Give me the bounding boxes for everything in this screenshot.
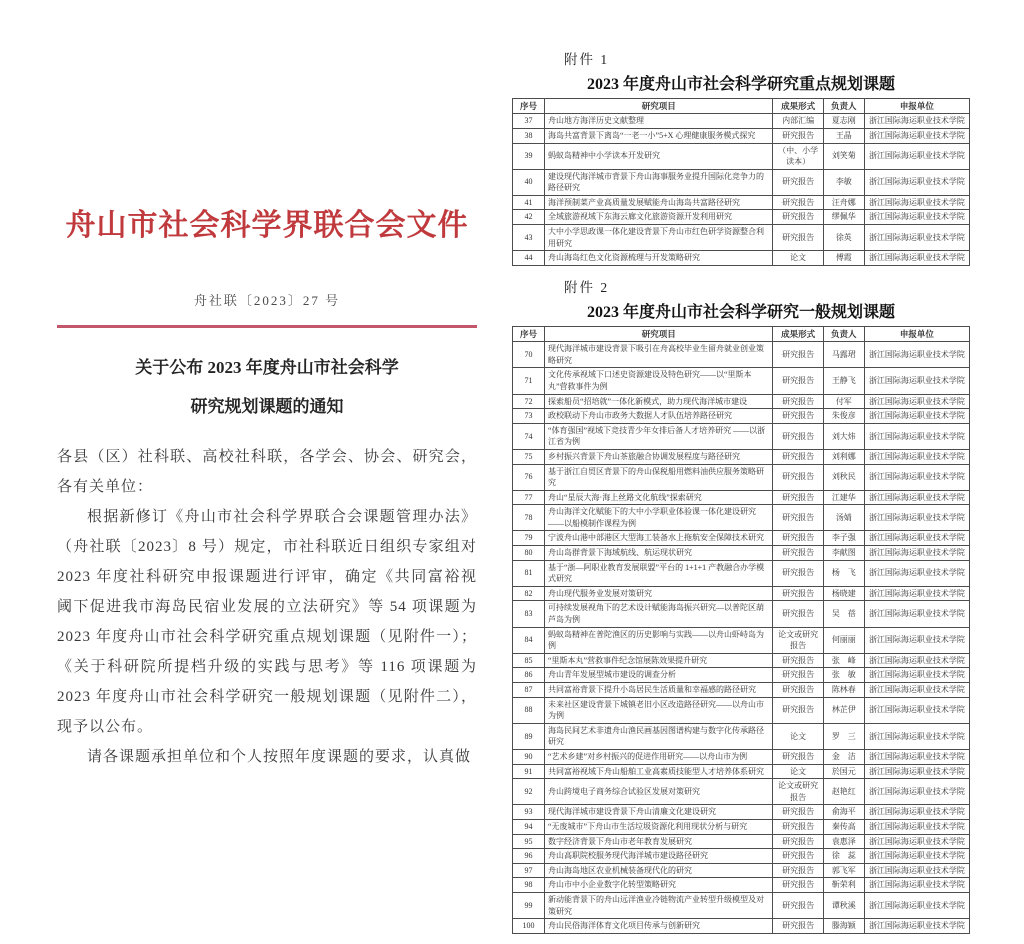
table-cell: 70	[513, 342, 545, 368]
table-cell: 74	[513, 423, 545, 449]
table-cell: 基于浙江自贸区背景下的舟山保税船用燃料油供应服务策略研究	[544, 464, 773, 490]
table-cell: 浙江国际海运职业技术学院	[864, 210, 969, 225]
table-row	[513, 143, 970, 169]
attachment-2-title: 2023 年度舟山市社会科学研究一般规划课题	[586, 303, 895, 321]
table-row	[513, 368, 970, 394]
table-cell: 舟山地方海洋历史文献整理	[544, 114, 773, 129]
table-cell: 浙江国际海运职业技术学院	[864, 225, 969, 251]
table-cell: 王静飞	[823, 368, 864, 394]
official-document-page	[57, 0, 477, 772]
table-row	[513, 892, 970, 918]
table-cell: 研究报告	[773, 169, 823, 195]
column-header: 申报单位	[864, 326, 969, 341]
table-row	[513, 409, 970, 424]
document-number: 舟社联〔2023〕27 号	[193, 293, 341, 308]
table-cell: 论文	[773, 723, 823, 749]
table-cell: 研究报告	[773, 342, 823, 368]
table-cell: 吴 蓓	[823, 601, 864, 627]
table-cell: 90	[513, 749, 545, 764]
table-cell: 43	[513, 225, 545, 251]
table-cell: 72	[513, 394, 545, 409]
table-row	[513, 210, 970, 225]
table-row	[513, 195, 970, 210]
table-cell: 探索船员“招培就”一体化新模式，助力现代海洋城市建设	[544, 394, 773, 409]
table-cell: 42	[513, 210, 545, 225]
table-cell: 研究报告	[773, 819, 823, 834]
attachment-1-section	[512, 48, 970, 266]
table-cell: 共同富裕背景下提升小岛居民生活质量和幸福感的路径研究	[544, 683, 773, 698]
table-cell: 浙江国际海运职业技术学院	[864, 834, 969, 849]
table-row	[513, 560, 970, 586]
table-cell: 浙江国际海运职业技术学院	[864, 464, 969, 490]
attachment-1-body	[513, 114, 970, 266]
table-cell: 浙江国际海运职业技术学院	[864, 764, 969, 779]
table-cell: 谭秋溪	[823, 892, 864, 918]
attachment-1-label: 附件 1	[564, 52, 610, 67]
table-cell: 浙江国际海运职业技术学院	[864, 449, 969, 464]
table-cell: 浙江国际海运职业技术学院	[864, 368, 969, 394]
table-cell: 数字经济背景下舟山市老年教育发展研究	[544, 834, 773, 849]
table-cell: 研究报告	[773, 225, 823, 251]
table-cell: 浙江国际海运职业技术学院	[864, 819, 969, 834]
table-cell: 浙江国际海运职业技术学院	[864, 490, 969, 505]
table-row	[513, 505, 970, 531]
table-cell: 马露珺	[823, 342, 864, 368]
table-cell: 汤婧	[823, 505, 864, 531]
table-cell: 新动能背景下的舟山远洋渔业冷链物流产业转型升级模型及对策研究	[544, 892, 773, 918]
column-header: 成果形式	[773, 326, 823, 341]
table-cell: 赵艳红	[823, 779, 864, 805]
table-cell: 建设现代海洋城市背景下舟山海事服务业提升国际化竞争力的路径研究	[544, 169, 773, 195]
table-row	[513, 394, 970, 409]
table-cell: 73	[513, 409, 545, 424]
table-cell: 44	[513, 251, 545, 266]
notice-title-line2: 研究规划课题的通知	[190, 397, 344, 417]
table-cell: 研究报告	[773, 601, 823, 627]
table-cell: 浙江国际海运职业技术学院	[864, 114, 969, 129]
table-cell: 江建华	[823, 490, 864, 505]
table-cell: 傅霞	[823, 251, 864, 266]
table-cell: 71	[513, 368, 545, 394]
table-cell: 罗 三	[823, 723, 864, 749]
main-paragraph: 根据新修订《舟山市社会科学界联合会课题管理办法》（舟社联〔2023〕8 号）规定，市社科联近日组织专家组对 2023 年度社科研究申报课题进行评审，确定《共同富裕视阈下促进我市海岛民宿业发展的立法研究》等 54 项课题为 2023 年度舟山市社会科学研究重点规划课题（见附件一）；《关于科研院所提档升级的实践与思考》等 116 项课题为 2023 年度舟山市社会科学研究一般规划课题（见附件二），现予以公布。	[57, 509, 477, 736]
table-cell: 张 峰	[823, 653, 864, 668]
table-cell: 91	[513, 764, 545, 779]
table-cell: 浙江国际海运职业技术学院	[864, 560, 969, 586]
table-cell: 徐 蕊	[823, 849, 864, 864]
table-cell: 基于“浙—阿职业教育发展联盟”平台的 1+1+1 产教融合办学模式研究	[544, 560, 773, 586]
table-cell: 浙江国际海运职业技术学院	[864, 849, 969, 864]
table-cell: 研究报告	[773, 195, 823, 210]
table-cell: 舟山海岛地区农业机械装备现代化的研究	[544, 863, 773, 878]
table-cell: 海洋预制菜产业高质量发展赋能舟山海岛共富路径研究	[544, 195, 773, 210]
table-cell: 浙江国际海运职业技术学院	[864, 919, 969, 934]
column-header: 研究项目	[544, 99, 773, 114]
table-cell: 林芷伊	[823, 697, 864, 723]
table-cell: 84	[513, 627, 545, 653]
table-cell: 浙江国际海运职业技术学院	[864, 805, 969, 820]
table-cell: 浙江国际海运职业技术学院	[864, 749, 969, 764]
table-cell: 100	[513, 919, 545, 934]
table-cell: 汪舟娜	[823, 195, 864, 210]
table-row	[513, 805, 970, 820]
table-row	[513, 697, 970, 723]
notice-title	[57, 348, 477, 426]
table-cell: 缪佩华	[823, 210, 864, 225]
table-cell: 研究报告	[773, 892, 823, 918]
table-cell: 浙江国际海运职业技术学院	[864, 531, 969, 546]
table-cell: 李献图	[823, 546, 864, 561]
table-cell: 研究报告	[773, 834, 823, 849]
salutation-paragraph: 各县（区）社科联、高校社科联，各学会、协会、研究会，各有关单位：	[57, 449, 477, 496]
table-cell: 89	[513, 723, 545, 749]
table-cell: “体育强国”视域下竞技青少年女排后备人才培养研究 ——以浙江省为例	[544, 423, 773, 449]
column-header: 负责人	[823, 99, 864, 114]
table-cell: 浙江国际海运职业技术学院	[864, 546, 969, 561]
table-cell: 付军	[823, 394, 864, 409]
table-cell: 76	[513, 464, 545, 490]
table-cell: 浙江国际海运职业技术学院	[864, 409, 969, 424]
table-row	[513, 849, 970, 864]
table-cell: 未来社区建设背景下城镇老旧小区改造路径研究——以舟山市为例	[544, 697, 773, 723]
table-cell: 79	[513, 531, 545, 546]
table-cell: 蚂蚁岛精神中小学读本开发研究	[544, 143, 773, 169]
table-cell: 研究报告	[773, 749, 823, 764]
table-cell: 41	[513, 195, 545, 210]
table-cell: 研究报告	[773, 919, 823, 934]
table-cell: 金 洁	[823, 749, 864, 764]
table-cell: “艺术乡建”对乡村振兴的促进作用研究——以舟山市为例	[544, 749, 773, 764]
column-header: 序号	[513, 99, 545, 114]
table-cell: 舟山民俗海洋体育文化项目传承与创新研究	[544, 919, 773, 934]
table-cell: 38	[513, 128, 545, 143]
table-cell: 78	[513, 505, 545, 531]
table-cell: 研究报告	[773, 668, 823, 683]
table-cell: 海岛民间艺术非遗舟山渔民画基因图谱构建与数字化传承路径研究	[544, 723, 773, 749]
table-cell: 舟山市中小企业数字化转型策略研究	[544, 878, 773, 893]
table-cell: 舟山跨境电子商务综合试验区发展对策研究	[544, 779, 773, 805]
table-cell: 刘利娜	[823, 449, 864, 464]
table-row	[513, 863, 970, 878]
table-cell: 舟山海洋文化赋能下的大中小学职业体验课一体化建设研究——以船模制作课程为例	[544, 505, 773, 531]
table-cell: 96	[513, 849, 545, 864]
table-cell: 浙江国际海运职业技术学院	[864, 586, 969, 601]
red-divider-rule	[57, 325, 477, 328]
table-cell: 研究报告	[773, 464, 823, 490]
column-header: 研究项目	[544, 326, 773, 341]
table-cell: 秦传高	[823, 819, 864, 834]
table-row	[513, 128, 970, 143]
table-cell: 研究报告	[773, 409, 823, 424]
table-cell: 研究报告	[773, 505, 823, 531]
table-cell: 舟山岛群背景下海域航线、航运现状研究	[544, 546, 773, 561]
table-cell: 张 敏	[823, 668, 864, 683]
table-cell: 40	[513, 169, 545, 195]
table-row	[513, 531, 970, 546]
table-cell: 研究报告	[773, 128, 823, 143]
table-cell: “里斯本丸”营救事件纪念馆展陈效果提升研究	[544, 653, 773, 668]
document-body	[57, 442, 477, 772]
table-cell: 文化传承视域下口述史资源建设及特色研究——以“里斯本丸”营救事件为例	[544, 368, 773, 394]
attachment-2-table	[512, 326, 970, 934]
table-cell: 研究报告	[773, 560, 823, 586]
column-header: 负责人	[823, 326, 864, 341]
table-cell: 浙江国际海运职业技术学院	[864, 423, 969, 449]
table-cell: 论文或研究报告	[773, 627, 823, 653]
table-cell: 舟山青年发展型城市建设的调查分析	[544, 668, 773, 683]
table-row	[513, 251, 970, 266]
table-cell: 浙江国际海运职业技术学院	[864, 668, 969, 683]
table-cell: 袁惠泽	[823, 834, 864, 849]
table-cell: 浙江国际海运职业技术学院	[864, 505, 969, 531]
column-header: 申报单位	[864, 99, 969, 114]
table-row	[513, 601, 970, 627]
table-cell: 浙江国际海运职业技术学院	[864, 169, 969, 195]
table-cell: 浙江国际海运职业技术学院	[864, 601, 969, 627]
table-row	[513, 169, 970, 195]
attachment-1-header-row	[513, 99, 970, 114]
table-cell: 研究报告	[773, 653, 823, 668]
table-cell: 87	[513, 683, 545, 698]
table-cell: 论文	[773, 251, 823, 266]
table-row	[513, 819, 970, 834]
table-cell: 刘秋民	[823, 464, 864, 490]
table-cell: 95	[513, 834, 545, 849]
table-cell: 80	[513, 546, 545, 561]
table-cell: 研究报告	[773, 423, 823, 449]
table-row	[513, 490, 970, 505]
table-cell: 研究报告	[773, 878, 823, 893]
table-cell: 研究报告	[773, 394, 823, 409]
table-row	[513, 749, 970, 764]
table-row	[513, 627, 970, 653]
attachment-2-header-row	[513, 326, 970, 341]
table-cell: 李子强	[823, 531, 864, 546]
table-row	[513, 586, 970, 601]
table-cell: 朱俊彦	[823, 409, 864, 424]
table-cell: 75	[513, 449, 545, 464]
table-cell: （中、小学读本）	[773, 143, 823, 169]
table-cell: 乡村振兴背景下舟山茶旅融合协调发展程度与路径研究	[544, 449, 773, 464]
table-cell: 蚂蚁岛精神在普陀渔区的历史影响与实践——以舟山虾峙岛为例	[544, 627, 773, 653]
table-cell: 刘笑菊	[823, 143, 864, 169]
table-cell: 浙江国际海运职业技术学院	[864, 143, 969, 169]
table-cell: 浙江国际海运职业技术学院	[864, 892, 969, 918]
table-cell: 杨晓建	[823, 586, 864, 601]
table-cell: 舟山“星辰大海·海上丝路文化航线”探索研究	[544, 490, 773, 505]
table-cell: 浙江国际海运职业技术学院	[864, 653, 969, 668]
table-cell: 李敏	[823, 169, 864, 195]
attachment-2-label: 附件 2	[564, 279, 610, 295]
table-row	[513, 449, 970, 464]
table-cell: 研究报告	[773, 805, 823, 820]
table-cell: 浙江国际海运职业技术学院	[864, 627, 969, 653]
table-cell: 浙江国际海运职业技术学院	[864, 878, 969, 893]
table-cell: 全域旅游视域下东海云廊文化旅游资源开发利用研究	[544, 210, 773, 225]
table-cell: 浙江国际海运职业技术学院	[864, 863, 969, 878]
table-cell: 88	[513, 697, 545, 723]
table-row	[513, 423, 970, 449]
table-cell: 94	[513, 819, 545, 834]
closing-paragraph: 请各课题承担单位和个人按照年度课题的要求，认真做	[87, 749, 472, 766]
table-cell: 郭飞军	[823, 863, 864, 878]
table-cell: 浙江国际海运职业技术学院	[864, 697, 969, 723]
table-row	[513, 653, 970, 668]
table-cell: 研究报告	[773, 546, 823, 561]
table-cell: 97	[513, 863, 545, 878]
table-cell: 研究报告	[773, 490, 823, 505]
table-cell: 宁波舟山港中部港区大型海工装备水上拖航安全保障技术研究	[544, 531, 773, 546]
table-cell: 舟山海岛红色文化资源梳理与开发策略研究	[544, 251, 773, 266]
table-row	[513, 834, 970, 849]
table-row	[513, 225, 970, 251]
table-cell: 王晶	[823, 128, 864, 143]
table-cell: 研究报告	[773, 697, 823, 723]
table-cell: 98	[513, 878, 545, 893]
table-cell: 83	[513, 601, 545, 627]
table-cell: 浙江国际海运职业技术学院	[864, 723, 969, 749]
table-cell: 海岛共富背景下离岛“一老一小”5+X 心理健康服务模式探究	[544, 128, 773, 143]
attachment-2-body	[513, 342, 970, 934]
table-cell: 浙江国际海运职业技术学院	[864, 779, 969, 805]
table-cell: 论文或研究报告	[773, 779, 823, 805]
table-cell: 研究报告	[773, 586, 823, 601]
attachment-1-table	[512, 98, 970, 266]
table-cell: 内部汇编	[773, 114, 823, 129]
attachment-2-section	[512, 276, 970, 934]
table-row	[513, 878, 970, 893]
table-row	[513, 114, 970, 129]
table-cell: 浙江国际海运职业技术学院	[864, 342, 969, 368]
table-row	[513, 668, 970, 683]
table-cell: 俞海平	[823, 805, 864, 820]
table-cell: 研究报告	[773, 210, 823, 225]
table-row	[513, 342, 970, 368]
table-cell: 37	[513, 114, 545, 129]
table-cell: 77	[513, 490, 545, 505]
table-cell: 舟山高职院校服务现代海洋城市建设路径研究	[544, 849, 773, 864]
table-cell: 研究报告	[773, 683, 823, 698]
table-cell: 论文	[773, 764, 823, 779]
table-cell: 政校联动下舟山市政务大数据人才队伍培养路径研究	[544, 409, 773, 424]
table-row	[513, 779, 970, 805]
table-cell: 99	[513, 892, 545, 918]
table-cell: 82	[513, 586, 545, 601]
table-cell: 92	[513, 779, 545, 805]
table-cell: 杨 飞	[823, 560, 864, 586]
table-cell: 浙江国际海运职业技术学院	[864, 394, 969, 409]
table-cell: 大中小学思政课一体化建设背景下舟山市红色研学资源整合利用研究	[544, 225, 773, 251]
table-cell: 共同富裕视域下舟山船舶工业高素质技能型人才培养体系研究	[544, 764, 773, 779]
column-header: 成果形式	[773, 99, 823, 114]
table-row	[513, 546, 970, 561]
table-cell: 浙江国际海运职业技术学院	[864, 195, 969, 210]
attachment-1-title: 2023 年度舟山市社会科学研究重点规划课题	[586, 76, 895, 93]
attachments-panel	[512, 48, 970, 944]
table-cell: 93	[513, 805, 545, 820]
table-cell: “无废城市”下舟山市生活垃圾资源化利用现状分析与研究	[544, 819, 773, 834]
table-cell: 夏志刚	[823, 114, 864, 129]
table-row	[513, 464, 970, 490]
table-cell: 可持续发展视角下的艺术设计赋能海岛振兴研究—以普陀区葫芦岛为例	[544, 601, 773, 627]
table-cell: 研究报告	[773, 531, 823, 546]
table-row	[513, 764, 970, 779]
table-cell: 徐英	[823, 225, 864, 251]
table-cell: 滕海颖	[823, 919, 864, 934]
table-cell: 研究报告	[773, 368, 823, 394]
table-cell: 浙江国际海运职业技术学院	[864, 128, 969, 143]
table-cell: 浙江国际海运职业技术学院	[864, 251, 969, 266]
table-row	[513, 723, 970, 749]
table-cell: 陈林春	[823, 683, 864, 698]
table-cell: 何丽丽	[823, 627, 864, 653]
table-row	[513, 683, 970, 698]
table-row	[513, 919, 970, 934]
table-cell: 研究报告	[773, 849, 823, 864]
table-cell: 研究报告	[773, 449, 823, 464]
table-cell: 研究报告	[773, 863, 823, 878]
table-cell: 现代海洋城市建设背景下吸引在舟高校毕业生留舟就业创业策略研究	[544, 342, 773, 368]
column-header: 序号	[513, 326, 545, 341]
table-cell: 39	[513, 143, 545, 169]
document-header-title: 舟山市社会科学界联合会文件	[65, 209, 469, 242]
table-cell: 86	[513, 668, 545, 683]
table-cell: 刘大炜	[823, 423, 864, 449]
table-cell: 靳荣利	[823, 878, 864, 893]
table-cell: 舟山现代服务业发展对策研究	[544, 586, 773, 601]
table-cell: 现代海洋城市建设背景下舟山清廉文化建设研究	[544, 805, 773, 820]
table-cell: 浙江国际海运职业技术学院	[864, 683, 969, 698]
notice-title-line1: 关于公布 2023 年度舟山市社会科学	[135, 358, 399, 377]
table-cell: 於国元	[823, 764, 864, 779]
table-cell: 81	[513, 560, 545, 586]
table-cell: 85	[513, 653, 545, 668]
